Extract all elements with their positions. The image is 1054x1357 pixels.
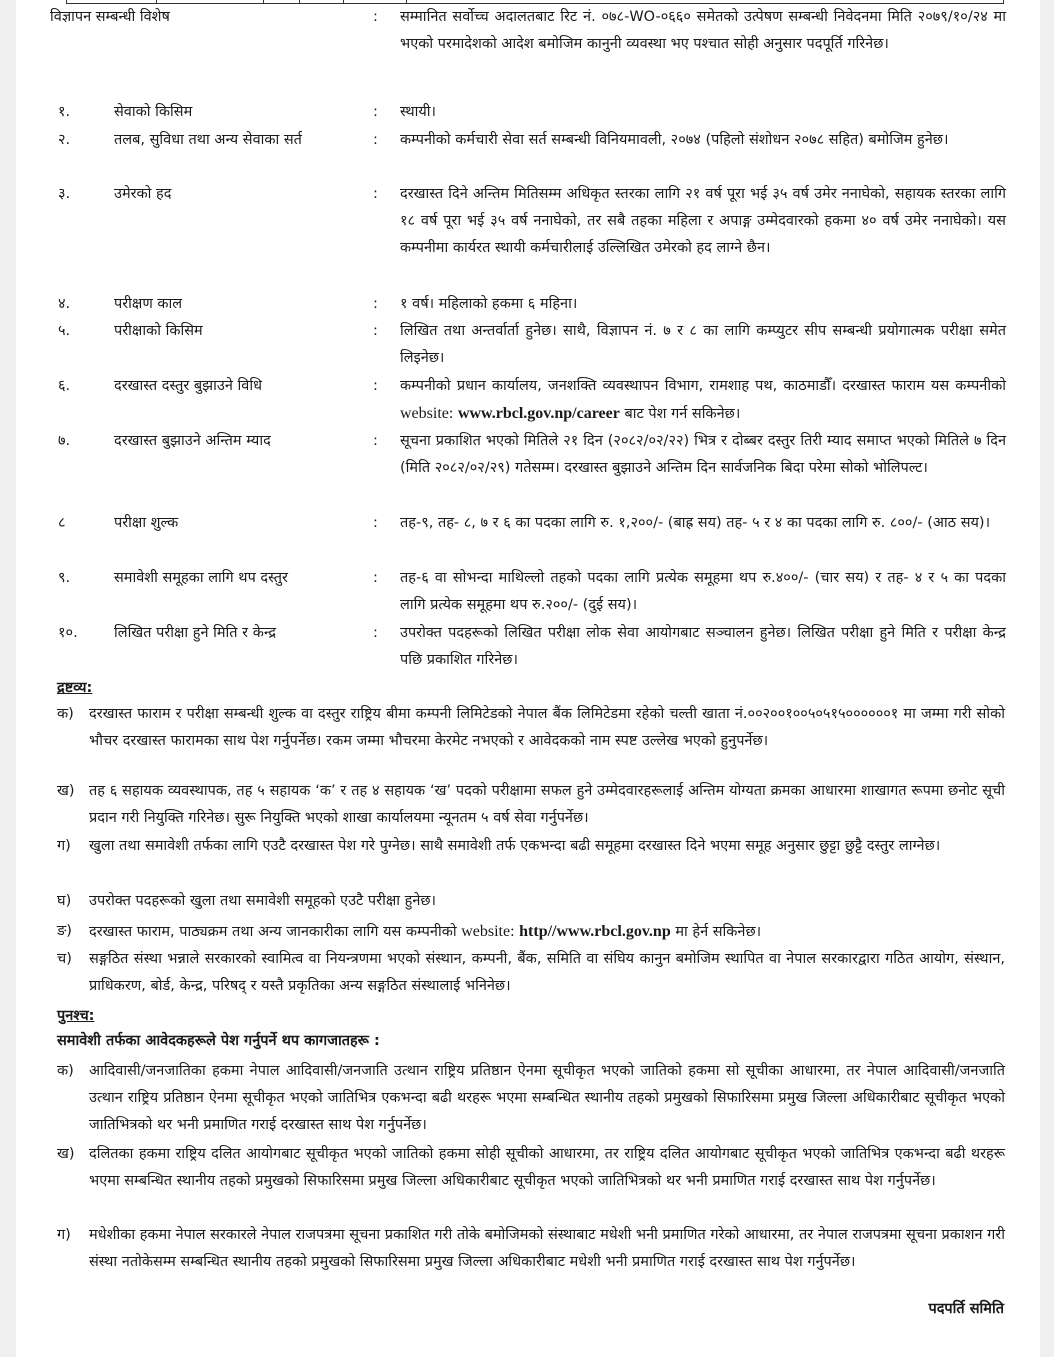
- item-number: ४.: [58, 296, 71, 312]
- item-number: ६.: [58, 378, 71, 394]
- item-number: १०.: [58, 625, 78, 641]
- item-value: उपरोक्त पदहरूको लिखित परीक्षा लोक सेवा आयोगबाट सञ्चालन हुनेछ। लिखित परीक्षा हुने मिति र परीक्षा केन्द्र पछि प्रकाशित गरिनेछ।: [400, 625, 1006, 668]
- item-colon: :: [373, 104, 378, 120]
- note-mark: ङ): [57, 923, 72, 939]
- website-label: website:: [461, 923, 515, 940]
- note-mark: ख): [57, 783, 75, 799]
- note-text-part: मा हेर्न सकिनेछ।: [670, 924, 762, 940]
- item-colon: :: [373, 323, 378, 339]
- item-label: सेवाको किसिम: [114, 104, 193, 120]
- document-page: [16, 0, 1040, 1357]
- item-label: दरखास्त बुझाउने अन्तिम म्याद: [114, 433, 271, 449]
- notes-title: द्रष्टव्य:: [57, 680, 93, 696]
- item-colon: :: [373, 625, 378, 641]
- item-value: लिखित तथा अन्तर्वार्ता हुनेछ। साथै, विज्ञापन नं. ७ र ८ का लागि कम्प्युटर सीप सम्बन्धी प्रयोगात्मक परीक्षा समेत लिइनेछ।: [400, 323, 1006, 366]
- item-value: स्थायी।: [400, 104, 437, 120]
- row-value: सम्मानित सर्वोच्च अदालतबाट रिट नं. ०७८-WO-०६६० समेतको उत्पेषण सम्बन्धी निवेदनमा मिति २०७९/१०/२४ मा भएको परमादेशको आदेश बमोजिम कानुनी व्यवस्था भए पश्चात सोही अनुसार पदपूर्ति गरिनेछ।: [400, 9, 1006, 52]
- note-mark: क): [57, 706, 74, 722]
- career-link[interactable]: www.rbcl.gov.np/career: [457, 405, 620, 422]
- item-colon: :: [373, 132, 378, 148]
- item-value: तह-९, तह- ८, ७ र ६ का पदका लागि रु. १,२००/- (बाह्र सय) तह- ५ र ४ का पदका लागि रु. ८००/- (आठ सय)।: [400, 515, 991, 531]
- item-value: सूचना प्रकाशित भएको मितिले २१ दिन (२०८२/०२/२२) भित्र र दोब्बर दस्तुर तिरी म्याद समाप्त भएको मितिले ७ दिन (मिति २०८२/०२/२९) गतेसम्म। दरखास्त बुझाउने अन्तिम दिन सार्वजनिक बिदा परेमा सोको भोलिपल्ट।: [400, 433, 1006, 476]
- note-text: उपरोक्त पदहरूको खुला तथा समावेशी समूहको एउटै परीक्षा हुनेछ।: [89, 893, 437, 909]
- item-value-text: बाट पेश गर्न सकिनेछ।: [619, 406, 741, 422]
- item-label: लिखित परीक्षा हुने मिति र केन्द्र: [114, 625, 277, 641]
- postscript-subtitle: समावेशी तर्फका आवेदकहरूले पेश गर्नुपर्ने थप कागजातहरू :: [57, 1033, 380, 1049]
- item-colon: :: [373, 570, 378, 586]
- note-text: दलितका हकमा राष्ट्रिय दलित आयोगबाट सूचीकृत भएको जातिको हकमा सोही सूचीको आधारमा, तर राष्ट्रिय दलित आयोगबाट सूचीकृत भएको जातिभित्र एकभन्दा बढी थरहरू भएमा सम्बन्धित स्थानीय तहको प्रमुखको सिफारिसमा प्रमुख जिल्ला अधिकारीबाट सूचीकृत भएको जातिभित्रको थर भनी प्रमाणित गराई दरखास्त साथ पेश गर्नुपर्नेछ।: [89, 1146, 1005, 1189]
- item-number: ९.: [58, 570, 71, 586]
- item-number: ७.: [58, 433, 71, 449]
- postscript-title: पुनश्च:: [57, 1008, 95, 1024]
- item-label: परीक्षण काल: [114, 296, 183, 312]
- note-text: सङ्गठित संस्था भन्नाले सरकारको स्वामित्व वा नियन्त्रणमा भएको संस्थान, कम्पनी, बैंक, समिति वा संघिय कानुन बमोजिम स्थापित वा नेपाल सरकारद्वारा गठित आयोग, संस्थान, प्राधिकरण, बोर्ड, केन्द्र, परिषद् र यस्तै प्रकृतिका अन्य सङ्गठित संस्थालाई भनिनेछ।: [89, 951, 1005, 994]
- note-text-part: दरखास्त फाराम, पाठ्यक्रम तथा अन्य जानकारीका लागि यस कम्पनीको: [89, 924, 462, 940]
- signature-committee: पदपर्ति समिति: [928, 1301, 1004, 1317]
- note-mark: ग): [57, 1227, 71, 1243]
- note-mark: क): [57, 1063, 74, 1079]
- note-mark: घ): [57, 893, 72, 909]
- item-number: २.: [58, 132, 71, 148]
- item-label: समावेशी समूहका लागि थप दस्तुर: [114, 570, 288, 586]
- note-text: [89, 918, 1005, 946]
- row-label: विज्ञापन सम्बन्धी विशेष: [50, 9, 170, 25]
- item-label: दरखास्त दस्तुर बुझाउने विधि: [114, 378, 262, 394]
- note-text: खुला तथा समावेशी तर्फका लागि एउटै दरखास्त पेश गरे पुग्नेछ। साथै समावेशी तर्फ एकभन्दा बढी समूहमा दरखास्त दिने भएमा समूह अनुसार छुट्टा छुट्टै दस्तुर लाग्नेछ।: [89, 838, 941, 854]
- note-text: मधेशीका हकमा नेपाल सरकारले नेपाल राजपत्रमा सूचना प्रकाशित गरी तोके बमोजिमको संस्थाबाट मधेशी भनी प्रमाणित गरेको आधारमा, तर नेपाल राजपत्रमा सूचना प्रकाशन गरी संस्था नतोकेसम्म सम्बन्धित स्थानीय तहको प्रमुखको सिफारिसमा प्रमुख जिल्ला अधिकारीबाट मधेशी भनी प्रमाणित गराई दरखास्त साथ पेश गर्नुपर्नेछ।: [89, 1227, 1005, 1270]
- item-label: परीक्षाको किसिम: [114, 323, 203, 339]
- item-colon: :: [373, 515, 378, 531]
- item-label: तलब, सुविधा तथा अन्य सेवाका सर्त: [114, 132, 302, 148]
- item-colon: :: [373, 378, 378, 394]
- website-label: website:: [400, 405, 454, 422]
- item-label: उमेरको हद: [114, 186, 172, 202]
- item-colon: :: [373, 186, 378, 202]
- note-mark: ग): [57, 838, 71, 854]
- item-value: कम्पनीको कर्मचारी सेवा सर्त सम्बन्धी विनियमावली, २०७४ (पहिलो संशोधन २०७८ सहित) बमोजिम हुनेछ।: [400, 132, 949, 148]
- item-number: ३.: [58, 186, 71, 202]
- note-text: दरखास्त फाराम र परीक्षा सम्बन्धी शुल्क वा दस्तुर राष्ट्रिय बीमा कम्पनी लिमिटेडको नेपाल बैंक लिमिटेडमा रहेको चल्ती खाता नं.००२००१००५०५१५००००००१ मा जम्मा गरी सोको भौचर दरखास्त फारामका साथ पेश गर्नुपर्नेछ। रकम जम्मा भौचरमा केरमेट नभएको र आवेदकको नाम स्पष्ट उल्लेख भएको हुनुपर्नेछ।: [89, 706, 1005, 749]
- note-text: आदिवासी/जनजातिका हकमा नेपाल आदिवासी/जनजाति उत्थान राष्ट्रिय प्रतिष्ठान ऐनमा सूचीकृत भएको जातिको हकमा सो सूचीका आधारमा, तर नेपाल आदिवासी/जनजाति उत्थान राष्ट्रिय प्रतिष्ठान ऐनमा सूचीकृत भएको जातिभित्र एकभन्दा बढी थरहरू भएमा सम्बन्धित स्थानीय तहको प्रमुखको सिफारिसमा प्रमुख जिल्ला अधिकारीबाट सूचीकृत भएको जातिभित्रको थर भनी प्रमाणित गराई दरखास्त साथ पेश गर्नुपर्नेछ।: [89, 1063, 1005, 1133]
- item-value: [400, 373, 1006, 428]
- item-colon: :: [373, 296, 378, 312]
- item-number: १.: [58, 104, 71, 120]
- item-label: परीक्षा शुल्क: [114, 515, 179, 531]
- item-value-text: कम्पनीको प्रधान कार्यालय, जनशक्ति व्यवस्थापन विभाग, रामशाह पथ, काठमाडौँ। दरखास्त फाराम यस कम्पनीको: [400, 378, 1006, 394]
- item-value: तह-६ वा सोभन्दा माथिल्लो तहको पदका लागि प्रत्येक समूहमा थप रु.४००/- (चार सय) र तह- ४ र ५ का पदका लागि प्रत्येक समूहमा थप रु.२००/- (दुई सय)।: [400, 570, 1006, 613]
- item-value: १ वर्ष। महिलाको हकमा ६ महिना।: [400, 296, 578, 312]
- item-number: ५.: [58, 323, 71, 339]
- note-text: तह ६ सहायक व्यवस्थापक, तह ५ सहायक ‘क’ र तह ४ सहायक ‘ख’ पदको परीक्षामा सफल हुने उम्मेदवारहरूलाई अन्तिम योग्यता क्रमका आधारमा शाखागत रूपमा छनोट सूची प्रदान गरी नियुक्ति गरिनेछ। सुरू नियुक्ति भएको शाखा कार्यालयमा न्यूनतम ५ वर्ष सेवा गर्नुपर्नेछ।: [89, 783, 1005, 826]
- item-colon: :: [373, 433, 378, 449]
- row-colon: :: [373, 9, 378, 25]
- website-link[interactable]: http//www.rbcl.gov.np: [519, 923, 671, 940]
- note-mark: ख): [57, 1146, 75, 1162]
- item-value: दरखास्त दिने अन्तिम मितिसम्म अधिकृत स्तरका लागि २१ वर्ष पूरा भई ३५ वर्ष उमेर ननाघेको, सहायक स्तरका लागि १८ वर्ष पूरा भई ३५ वर्ष ननाघेको, तर सबै तहका महिला र अपाङ्ग उम्मेदवारको हकमा ४० वर्ष उमेर ननाघेको। यस कम्पनीमा कार्यरत स्थायी कर्मचारीलाई उल्लिखित उमेरको हद लाग्ने छैन।: [400, 186, 1006, 256]
- item-number: ८: [58, 515, 66, 531]
- note-mark: च): [57, 951, 72, 967]
